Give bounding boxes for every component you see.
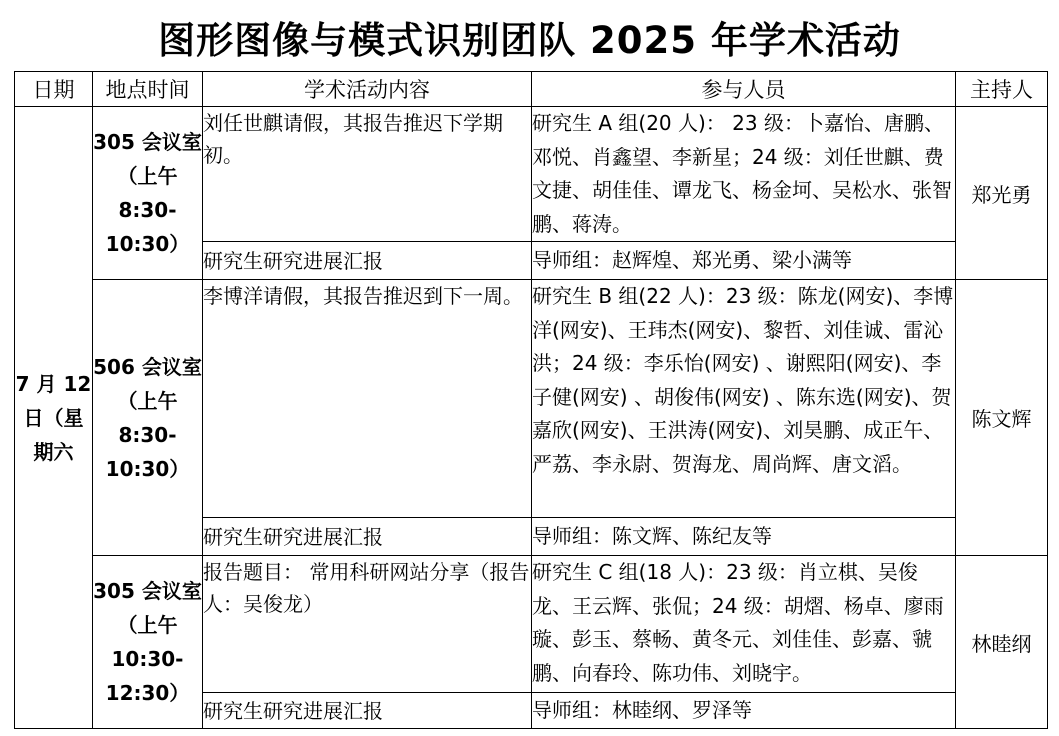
host-cell: 林睦纲: [956, 556, 1048, 729]
tutors-cell: 导师组：林睦纲、罗泽等: [532, 693, 956, 729]
header-row: [15, 72, 1048, 107]
content-cell: 刘任世麒请假，其报告推迟下学期初。: [203, 107, 532, 242]
participants-cell: 研究生 B 组(22 人)：23 级：陈龙(网安)、李博洋(网安)、王玮杰(网安)、黎哲、刘佳诚、雷沁洪；24 级：李乐怡(网安) 、谢熙阳(网安)、李子健(网安) 、胡俊伟(网安) 、陈东选(网安)、贺嘉欣(网安)、王洪涛(网安)、刘昊鹏、成正午、严荔、李永尉、贺海龙、周尚辉、唐文滔。: [532, 280, 956, 518]
place-time-cell: 305 会议室（上午 10:30-12:30）: [93, 556, 203, 729]
schedule-table: [14, 71, 1048, 729]
report-cell: 研究生研究进展汇报: [203, 693, 532, 729]
header-participants: 参与人员: [532, 72, 956, 107]
participants-cell: 研究生 A 组(20 人)： 23 级：卜嘉怡、唐鹏、邓悦、肖鑫望、李新星；24 级：刘任世麒、费文捷、胡佳佳、谭龙飞、杨金坷、吴松水、张智鹏、蒋涛。: [532, 107, 956, 242]
table-row: [15, 280, 1048, 518]
report-cell: 研究生研究进展汇报: [203, 518, 532, 556]
table-row: [15, 556, 1048, 693]
content-cell: 报告题目： 常用科研网站分享（报告人：吴俊龙）: [203, 556, 532, 693]
header-host: 主持人: [956, 72, 1048, 107]
report-cell: 研究生研究进展汇报: [203, 242, 532, 280]
header-date: 日期: [15, 72, 93, 107]
table-row: [15, 107, 1048, 242]
participants-cell: 研究生 C 组(18 人)：23 级：肖立棋、吴俊龙、王云辉、张侃；24 级：胡熠、杨卓、廖雨璇、彭玉、蔡畅、黄冬元、刘佳佳、彭嘉、虢鹏、向春玲、陈功伟、刘晓宇。: [532, 556, 956, 693]
date-cell: 7 月 12 日（星期六: [15, 107, 93, 729]
header-place-time: 地点时间: [93, 72, 203, 107]
header-content: 学术活动内容: [203, 72, 532, 107]
host-cell: 郑光勇: [956, 107, 1048, 280]
tutors-cell: 导师组：赵辉煌、郑光勇、梁小满等: [532, 242, 956, 280]
page-title: 图形图像与模式识别团队 2025 年学术活动: [158, 19, 901, 62]
content-cell: 李博洋请假，其报告推迟到下一周。: [203, 280, 532, 518]
host-cell: 陈文辉: [956, 280, 1048, 556]
tutors-cell: 导师组：陈文辉、陈纪友等: [532, 518, 956, 556]
place-time-cell: 305 会议室（上午 8:30-10:30）: [93, 107, 203, 280]
place-time-cell: 506 会议室（上午 8:30-10:30）: [93, 280, 203, 556]
